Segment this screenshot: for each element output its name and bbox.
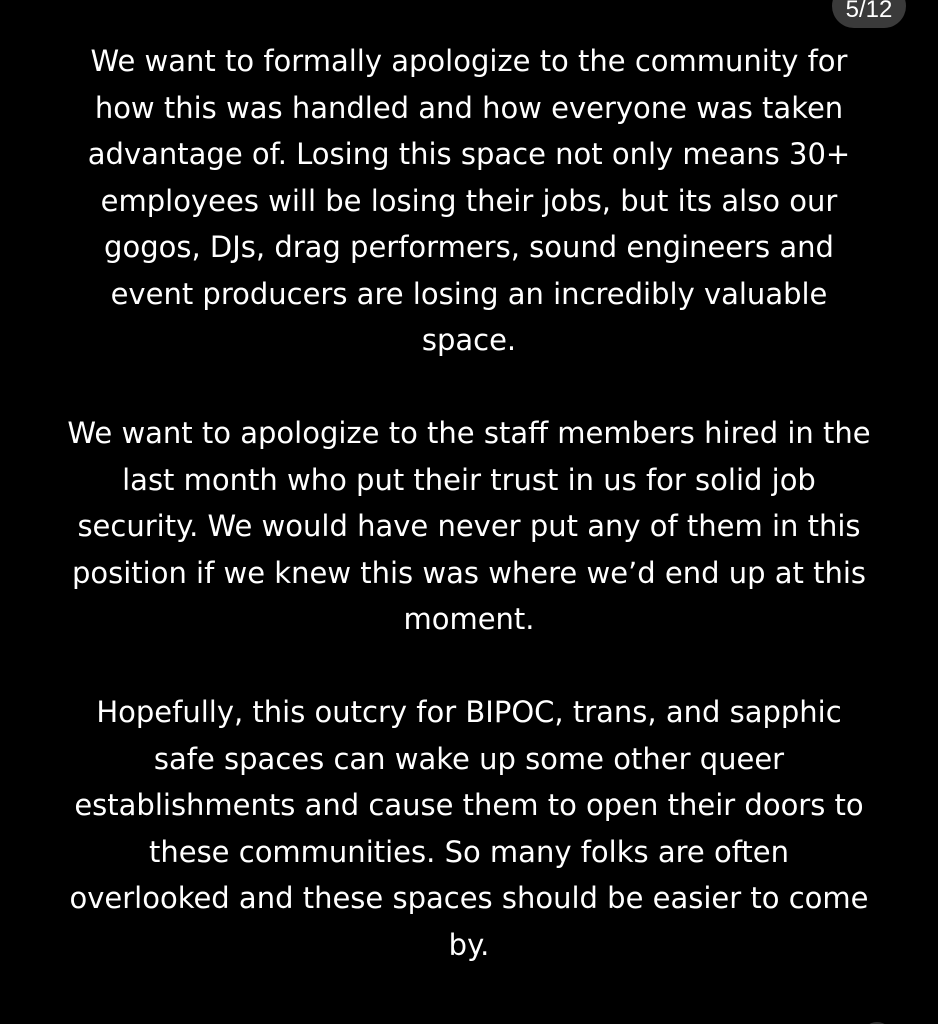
post-text-body (20, 38, 918, 968)
carousel-page-counter: 5/12 (832, 0, 906, 28)
paragraph-apology-staff: We want to apologize to the staff members hired in the last month who put their trust in us for solid job security. We would have never put any of them in this position if we knew this was where we’d end up at this moment. (67, 416, 871, 636)
paragraph-apology-community: We want to formally apologize to the community for how this was handled and how everyone was taken advantage of. Losing this space not only means 30+ employees will be losing their jobs, but its also our gogos, DJs, drag performers, sound engineers and event producers are losing an incredibly valuable space. (87, 44, 851, 357)
paragraph-hopefully: Hopefully, this outcry for BIPOC, trans, and sapphic safe spaces can wake up some other queer establishments and cause them to open their doors to these communities. So many folks are often overlooked and these spaces should be easier to come by. (69, 695, 869, 962)
